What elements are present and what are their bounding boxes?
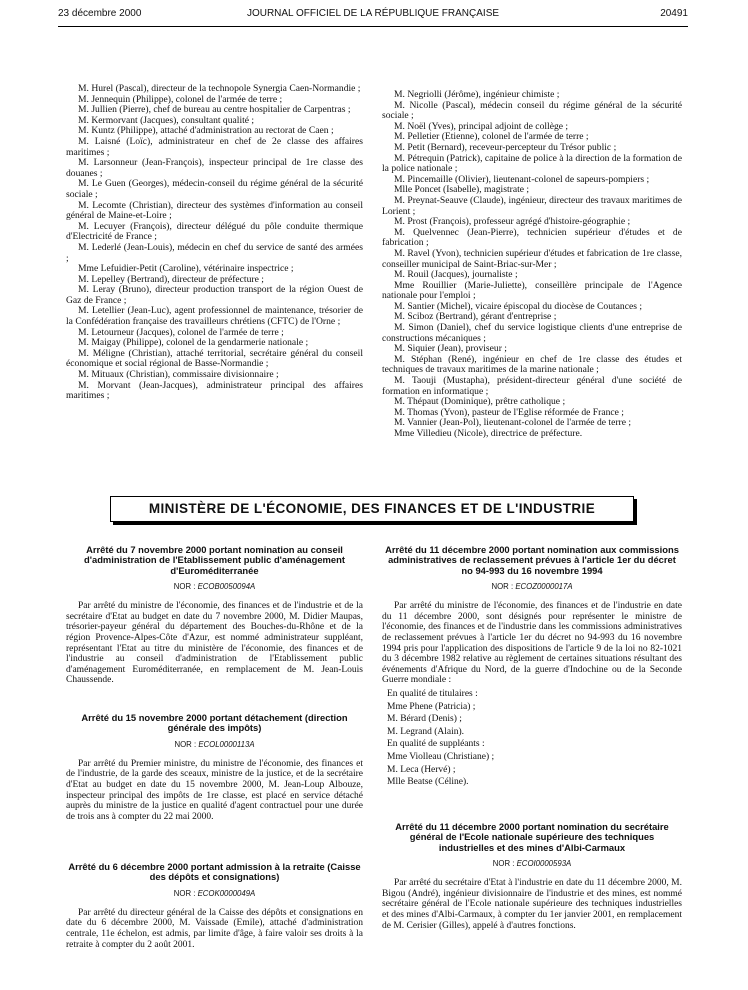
list-item: M. Noël (Yves), principal adjoint de collège ; (394, 120, 569, 132)
list-item: M. Stéphan (René), ingénieur en chef de 1re classe des études et techniques de travaux maritimes de la marine nationale ; (382, 353, 682, 376)
list-item: M. Mituaux (Christian), commissaire divisionnaire ; (78, 369, 279, 381)
list-item: M. Morvant (Jean-Jacques), administrateur principal des affaires maritimes ; (66, 379, 363, 402)
page-number: 20491 (660, 8, 688, 19)
decree-title: Arrêté du 6 décembre 2000 portant admission à la retraite (Caisse des dépôts et consignations) (68, 861, 361, 883)
decree-commissions-reclassement (382, 545, 682, 789)
list-item: M. Leray (Bruno), directeur production transport de la région Ouest de Gaz de France ; (66, 284, 363, 306)
decree-albi-carmaux (382, 822, 682, 931)
list-item: M. Sciboz (Bertrand), gérant d'entreprise ; (394, 311, 557, 323)
decree-title: Arrêté du 11 décembre 2000 portant nomination du secrétaire général de l'Ecole nationale supérieure des techniques industrielles et des mines d'Albi-Carmaux (395, 821, 669, 853)
ministry-banner: MINISTÈRE DE L'ÉCONOMIE, DES FINANCES ET DE L'INDUSTRIE (110, 496, 634, 522)
list-item: M. Letellier (Jean-Luc), agent professionnel de maintenance, trésorier de la Confédération française des travailleurs chrétiens (CFTC) de l'Orne ; (66, 305, 363, 328)
nor-label: NOR : (173, 888, 196, 898)
list-item: M. Lederlé (Jean-Louis), médecin en chef du service de santé des armées ; (66, 241, 363, 264)
list-item: M. Vannier (Jean-Pol), lieutenant-colonel de l'armée de terre ; (394, 417, 632, 429)
nor-code: ECOB0050094A (197, 582, 256, 592)
list-item: M. Rouil (Jacques), journaliste ; (394, 269, 518, 281)
list-item: Mme Phene (Patricia) ; (387, 701, 476, 712)
list-item: M. Quelvennec (Jean-Pierre), technicien supérieur d'études et de fabrication ; (382, 226, 682, 249)
list-item: M. Larsonneur (Jean-François), inspecteur principal de 1re classe des douanes ; (66, 157, 363, 179)
list-item: M. Simon (Daniel), chef du service logistique clients d'une entreprise de constructions mécaniques ; (382, 322, 682, 344)
list-item: M. Lecuyer (François), directeur délégué du pôle conduite thermique d'Electricité de France ; (66, 220, 363, 243)
decree-euromediterranee (66, 545, 363, 686)
list-item: Mme Villedieu (Nicole), directrice de préfecture. (394, 428, 583, 439)
list-item: M. Bérard (Denis) ; (387, 714, 462, 725)
list-item: M. Legrand (Alain). (387, 726, 465, 737)
issue-date: 23 décembre 2000 (58, 8, 142, 19)
nor-reference (66, 740, 363, 749)
nor-code: ECOI0000593A (516, 859, 572, 869)
list-item: M. Preynat-Seauve (Claude), ingénieur, directeur des travaux maritimes de Lorient ; (382, 194, 682, 217)
page-header (58, 8, 688, 28)
nor-reference (382, 859, 682, 868)
journal-title: JOURNAL OFFICIEL DE LA RÉPUBLIQUE FRANÇAISE (246, 8, 500, 19)
list-item: Mlle Beatse (Céline). (387, 777, 469, 788)
list-item: Mme Lefuidier-Petit (Caroline), vétérinaire inspectrice ; (78, 263, 294, 275)
list-item: M. Kuntz (Philippe), attaché d'administration au rectorat de Caen ; (78, 125, 334, 137)
list-item: M. Petit (Bernard), receveur-percepteur du Trésor public ; (394, 141, 617, 153)
list-item: M. Ravel (Yvon), technicien supérieur d'études et fabrication de 1re classe, conseiller municipal de Saint-Briac-sur-Mer ; (382, 247, 682, 270)
titulaires-label: En qualité de titulaires : (387, 688, 478, 699)
list-item: M. Pelletier (Etienne), colonel de l'armée de terre ; (394, 131, 589, 143)
list-item: M. Negriolli (Jérôme), ingénieur chimiste ; (394, 89, 560, 100)
list-item: Mlle Poncet (Isabelle), magistrate ; (394, 184, 530, 196)
decree-retraite (66, 862, 363, 950)
list-item: M. Pétrequin (Patrick), capitaine de police à la direction de la formation de la police nationale ; (382, 152, 682, 175)
list-item: M. Méligne (Christian), attaché territorial, secrétaire général du conseil économique et social régional de Basse-Normandie ; (66, 347, 363, 370)
nor-code: ECOZ0000017A (515, 582, 573, 592)
list-item: M. Santier (Michel), vicaire épiscopal du diocèse de Coutances ; (394, 300, 643, 312)
nor-reference (66, 889, 363, 898)
nor-code: ECOK0000049A (197, 888, 256, 898)
decree-title: Arrêté du 11 décembre 2000 portant nomination aux commissions administratives de reclassement prévues à l'article 1er du décret no 94-993 du 16 novembre 1994 (385, 544, 679, 576)
nor-label: NOR : (173, 582, 196, 592)
decree-body: Par arrêté du ministre de l'économie, des finances et de l'industrie en date du 11 décembre 2000, sont désignés pour représenter le ministre de l'économie, des finances et de l'industrie dans les commissions administratives de reclassement prévues à l'article 1er du décret no 94-993 du 16 novembre 1994 pris pour l'application des dispositions de l'article 9 de la loi no 82-1021 du 3 décembre 1982 relative au règlement de certaines situations résultant des événements d'Afrique du Nord, de la guerre d'Indochine ou de la Seconde Guerre mondiale : (382, 601, 682, 686)
header-rule (58, 26, 688, 27)
list-item: M. Prost (François), professeur agrégé d'histoire-géographie ; (394, 216, 631, 228)
nor-label: NOR : (492, 859, 515, 869)
list-item: M. Maigay (Philippe), colonel de la gendarmerie nationale ; (78, 337, 309, 349)
list-item: M. Jennequin (Philippe), colonel de l'armée de terre ; (78, 93, 283, 105)
list-item: Mme Rouillier (Marie-Juliette), conseillère principale de l'Agence nationale pour l'emploi ; (382, 279, 682, 302)
list-item: M. Hurel (Pascal), directeur de la technopole Synergia Caen-Normandie ; (78, 83, 361, 94)
nor-label: NOR : (174, 739, 197, 749)
decree-title: Arrêté du 7 novembre 2000 portant nomination au conseil d'administration de l'Etablissement public d'aménagement d'Euroméditerranée (84, 544, 345, 576)
list-item: M. Taouji (Mustapha), président-directeur général d'une société de formation en informatique ; (382, 375, 682, 397)
decree-body: Par arrêté du Premier ministre, du ministre de l'économie, des finances et de l'industrie, de la garde des sceaux, ministre de la justice, et de la secrétaire d'Etat au budget en date du 15 novembre 2000, M. Jean-Loup Albouze, inspecteur principal des impôts de 1re classe, est placé en service détaché auprès du ministre de la justice en qualité d'agent contractuel pour une durée de trois ans à compter du 22 mai 2000. (66, 758, 363, 822)
list-item: M. Lepelley (Bertrand), directeur de préfecture ; (78, 273, 264, 285)
list-item: M. Leca (Hervé) ; (387, 764, 456, 775)
nor-code: ECOL0000113A (198, 739, 255, 749)
decree-title: Arrêté du 15 novembre 2000 portant détachement (direction générale des impôts) (81, 712, 348, 734)
nominations-list-right (382, 90, 682, 440)
nor-label: NOR : (491, 582, 514, 592)
list-item: M. Kermorvant (Jacques), consultant qualité ; (78, 114, 255, 126)
members-list (382, 688, 682, 789)
decree-body: Par arrêté du ministre de l'économie, des finances et de l'industrie et de la secrétaire d'Etat au budget en date du 7 novembre 2000, M. Didier Maupas, trésorier-payeur général du département des Bouches-du-Rhône et de la région Provence-Alpes-Côte d'Azur, est nommé administrateur suppléant, représentant l'Etat au titre du ministère de l'économie, des finances et de l'industrie au conseil d'administration de l'Etablissement public d'aménagement Euroméditerranée, en remplacement de M. Jean-Louis Chaussende. (66, 601, 363, 686)
list-item: M. Thomas (Yvon), pasteur de l'Eglise réformée de France ; (394, 406, 624, 418)
decree-detachement (66, 713, 363, 822)
decree-body: Par arrêté du directeur général de la Caisse des dépôts et consignations en date du 6 décembre 2000, M. Vaissade (Emile), attaché d'administration centrale, 11e échelon, est admis, par limite d'âge, à faire valoir ses droits à la retraite à compter du 2 août 2001. (66, 907, 363, 950)
nominations-list-left (66, 84, 363, 402)
list-item: M. Laisné (Loïc), administrateur en chef de 2e classe des affaires maritimes ; (66, 135, 363, 158)
list-item: M. Lecomte (Christian), directeur des systèmes d'information au conseil général de Maine-et-Loire ; (66, 199, 363, 222)
suppleants-label: En qualité de suppléants : (387, 739, 485, 750)
nor-reference (66, 582, 363, 591)
list-item: Mme Violleau (Christiane) ; (387, 751, 495, 762)
list-item: M. Jullien (Pierre), chef de bureau au centre hospitalier de Carpentras ; (78, 104, 351, 116)
list-item: M. Thépaut (Dominique), prêtre catholique ; (394, 396, 566, 408)
list-item: M. Siquier (Jean), proviseur ; (394, 343, 507, 355)
decree-body: Par arrêté du secrétaire d'Etat à l'industrie en date du 11 décembre 2000, M. Bigou (André), ingénieur divisionnaire de l'industrie et des mines, est nommé secrétaire général de l'Ecole nationale supérieure des techniques industrielles et des mines d'Albi-Carmaux, à compter du 1er janvier 2001, en remplacement de M. Cerisier (Gilles), appelé à d'autres fonctions. (382, 878, 682, 931)
list-item: M. Le Guen (Georges), médecin-conseil du régime général de la sécurité sociale ; (66, 178, 363, 200)
list-item: M. Pincemaille (Olivier), lieutenant-colonel de sapeurs-pompiers ; (394, 173, 650, 185)
list-item: M. Letourneur (Jacques), colonel de l'armée de terre ; (78, 326, 284, 338)
list-item: M. Nicolle (Pascal), médecin conseil du régime général de la sécurité sociale ; (382, 99, 682, 122)
nor-reference (382, 582, 682, 591)
